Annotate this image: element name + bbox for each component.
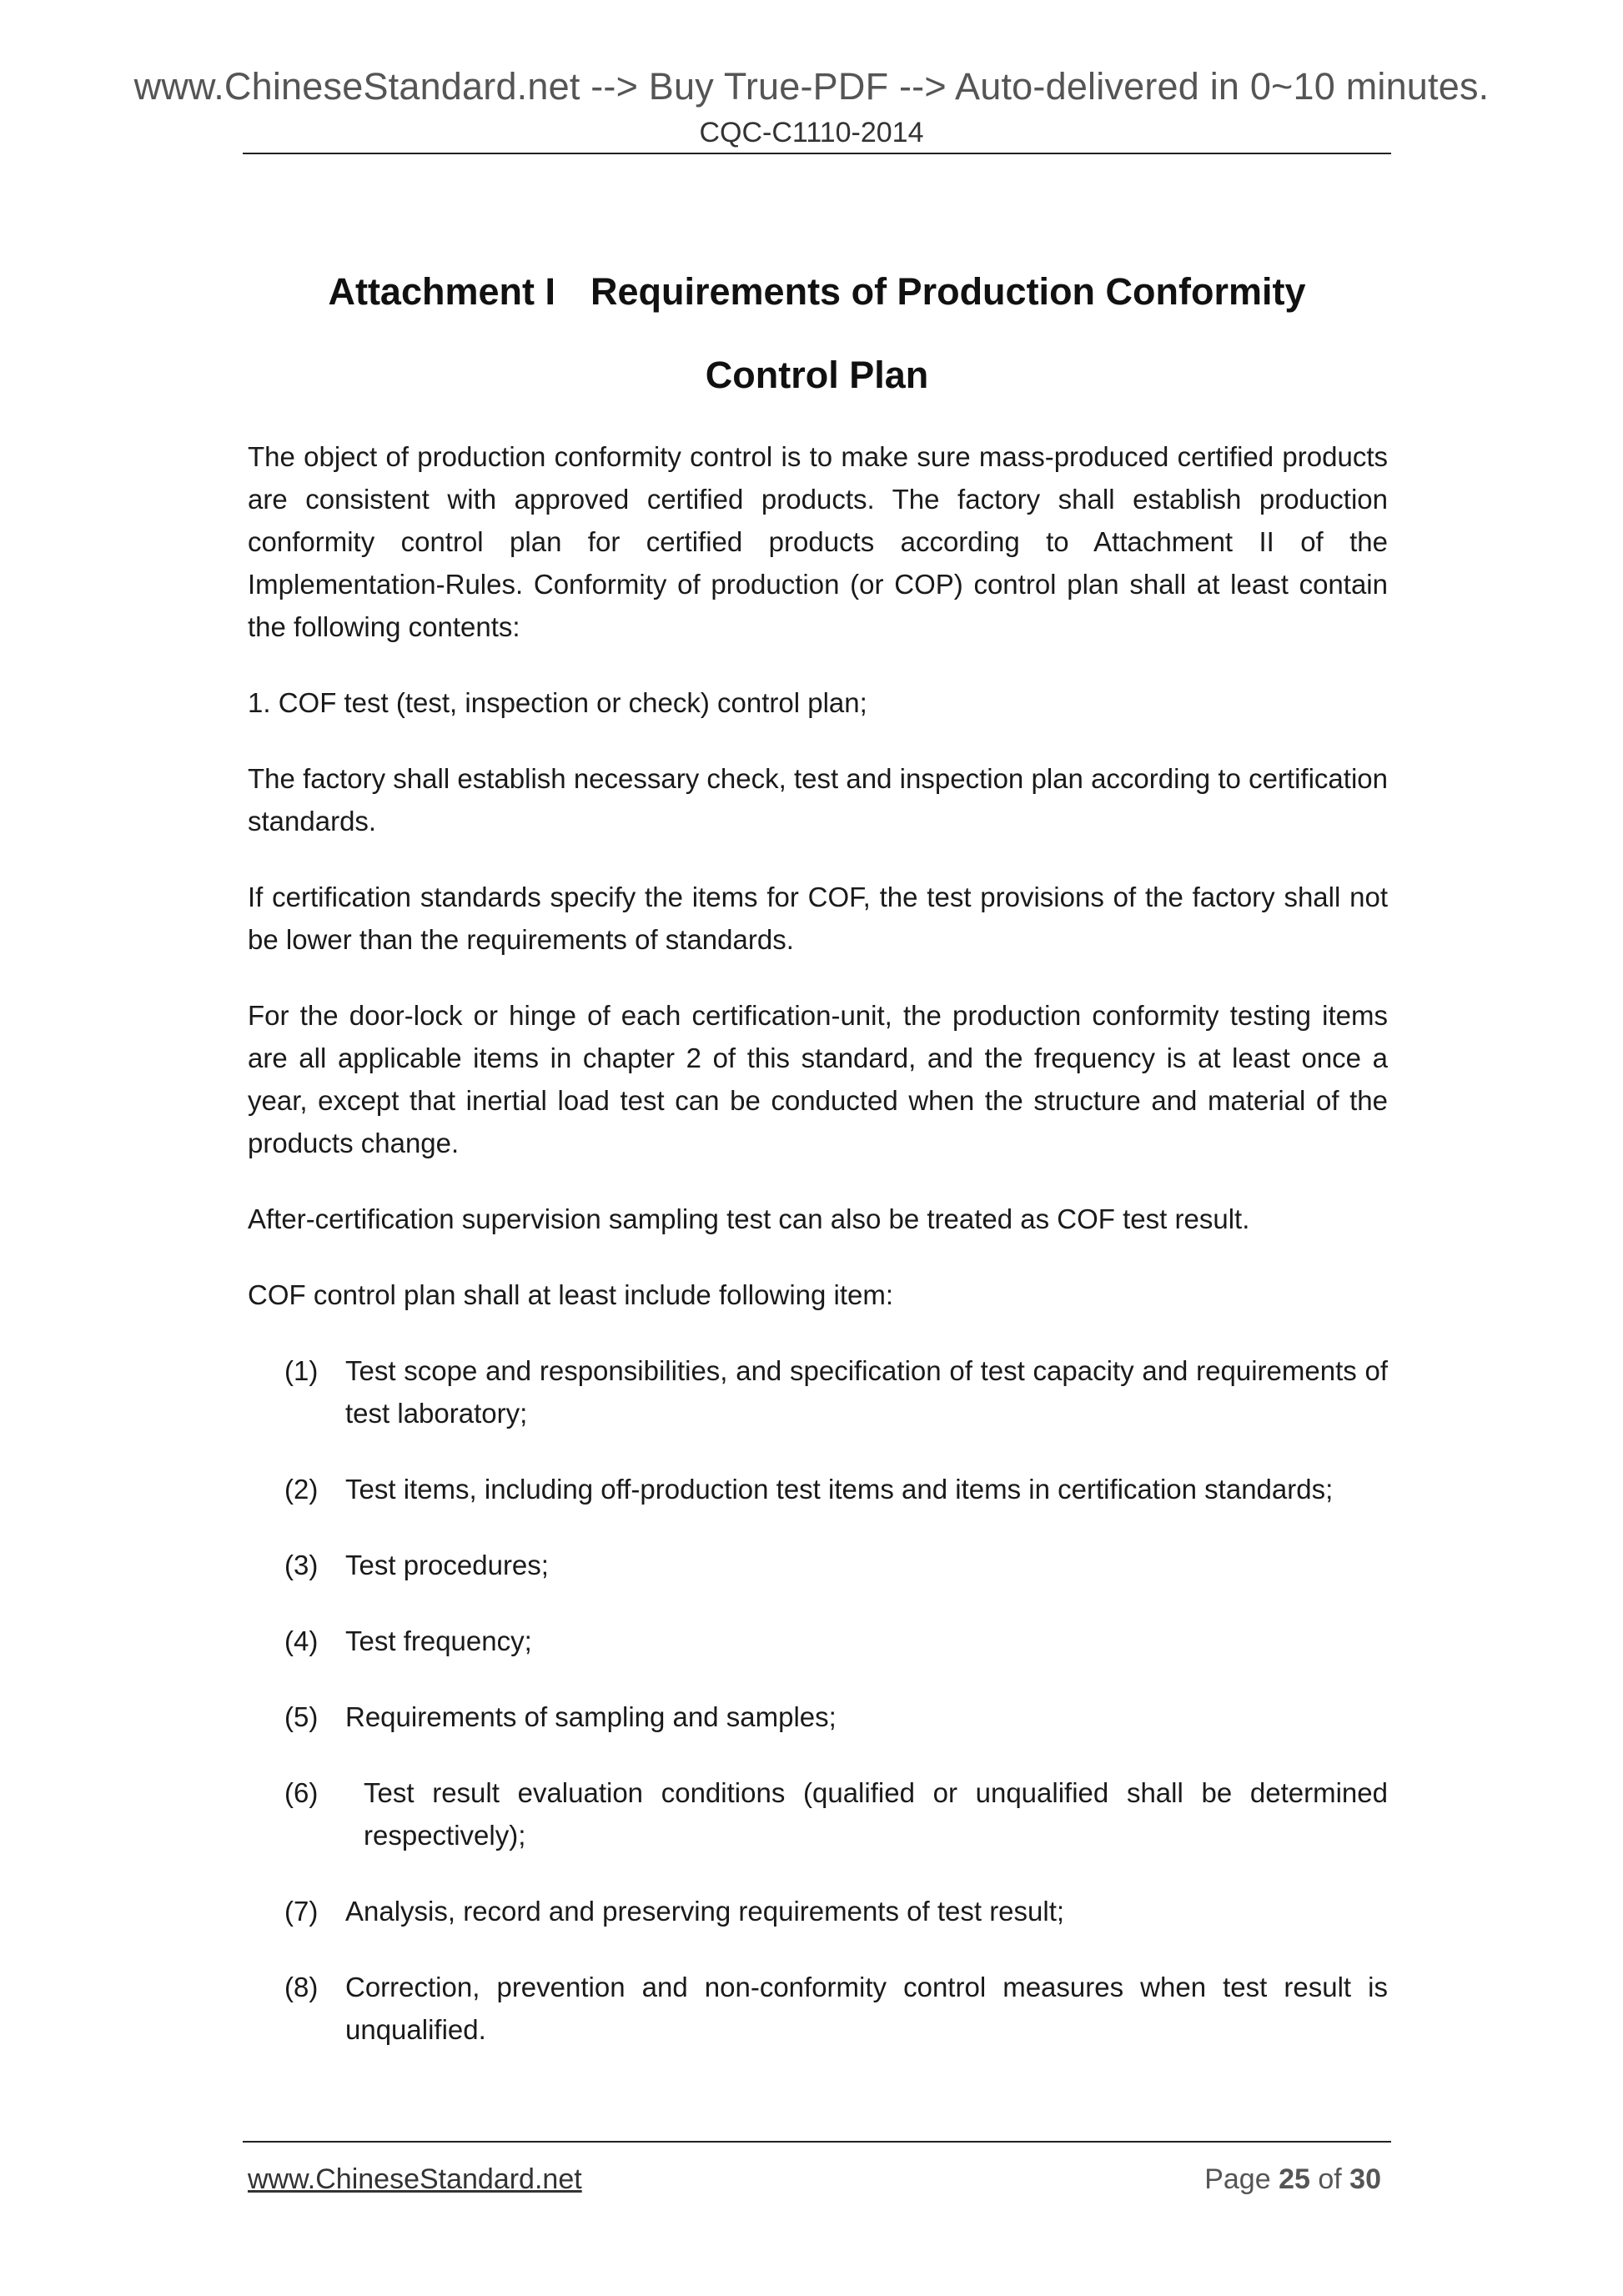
list-item [248,1544,1388,1586]
title-line-1 [243,250,1391,334]
plan-paragraph: The factory shall establish necessary check, test and inspection plan according to certification standards. [248,763,1388,837]
list-item-number: (6) [284,1777,319,1808]
page-of: of [1318,2163,1342,2195]
title-line-1-text: Requirements of Production Conformity [590,270,1306,313]
list-item [248,1349,1388,1434]
header-banner: www.ChineseStandard.net --> Buy True-PDF --> Auto-delivered in 0~10 minutes. [133,65,1490,108]
list-item-text: Test frequency; [345,1625,532,1656]
list-item-number: (1) [284,1355,319,1386]
document-code: CQC-C1110-2014 [699,117,924,148]
list-item-number: (5) [284,1701,319,1732]
include-paragraph: COF control plan shall at least include following item: [248,1279,894,1310]
section-1-heading: 1. COF test (test, inspection or check) control plan; [248,687,867,718]
list-item-text: Requirements of sampling and samples; [345,1701,837,1732]
list-item [248,1771,1388,1856]
list-item-text: Test items, including off-production test items and items in certification standards; [345,1474,1334,1505]
list-item-number: (4) [284,1625,319,1656]
list-item-number: (7) [284,1896,319,1927]
list-item-text: Test procedures; [345,1550,549,1580]
page-current: 25 [1279,2163,1310,2195]
title-attachment-label: Attachment I [328,270,555,313]
list-item-number: (2) [284,1474,319,1505]
page-title [243,250,1391,417]
page-total: 30 [1349,2163,1381,2195]
page-number [1204,2163,1381,2196]
document-body [248,435,1388,2084]
header-divider [243,153,1391,154]
standards-paragraph: If certification standards specify the items for COF, the test provisions of the factory shall not be lower than the requirements of standards. [248,882,1388,955]
list-item-text: Analysis, record and preserving requirements of test result; [345,1896,1065,1927]
list-item-text: Correction, prevention and non-conformity control measures when test result is unqualified. [345,1972,1388,2045]
list-item [248,1468,1388,1510]
list-item-text: Test scope and responsibilities, and specification of test capacity and requirements of test laboratory; [345,1355,1388,1429]
footer-website-link[interactable]: www.ChineseStandard.net [248,2163,582,2195]
list-item [248,1620,1388,1662]
title-line-2: Control Plan [705,354,929,396]
list-item [248,1966,1388,2051]
list-item [248,1890,1388,1932]
list-item [248,1696,1388,1738]
cof-items-list [248,1349,1388,2051]
supervision-paragraph: After-certification supervision sampling test can also be treated as COF test result. [248,1203,1250,1234]
intro-paragraph: The object of production conformity control is to make sure mass-produced certified products are consistent with approved certified products. The factory shall establish production conformity control plan for certified products according to Attachment II of the Implementation-Rules. Conformity of production (or COP) control plan shall at least contain the following contents: [248,441,1388,642]
footer-divider [243,2141,1391,2143]
door-lock-paragraph: For the door-lock or hinge of each certification-unit, the production conformity testing items are all applicable items in chapter 2 of this standard, and the frequency is at least once a year, except that inertial load test can be conducted when the structure and material of the products change. [248,1000,1388,1158]
list-item-number: (3) [284,1550,319,1580]
list-item-number: (8) [284,1972,319,2002]
page-prefix: Page [1204,2163,1271,2195]
list-item-text: Test result evaluation conditions (qualified or unqualified shall be determined respectively); [364,1777,1388,1851]
